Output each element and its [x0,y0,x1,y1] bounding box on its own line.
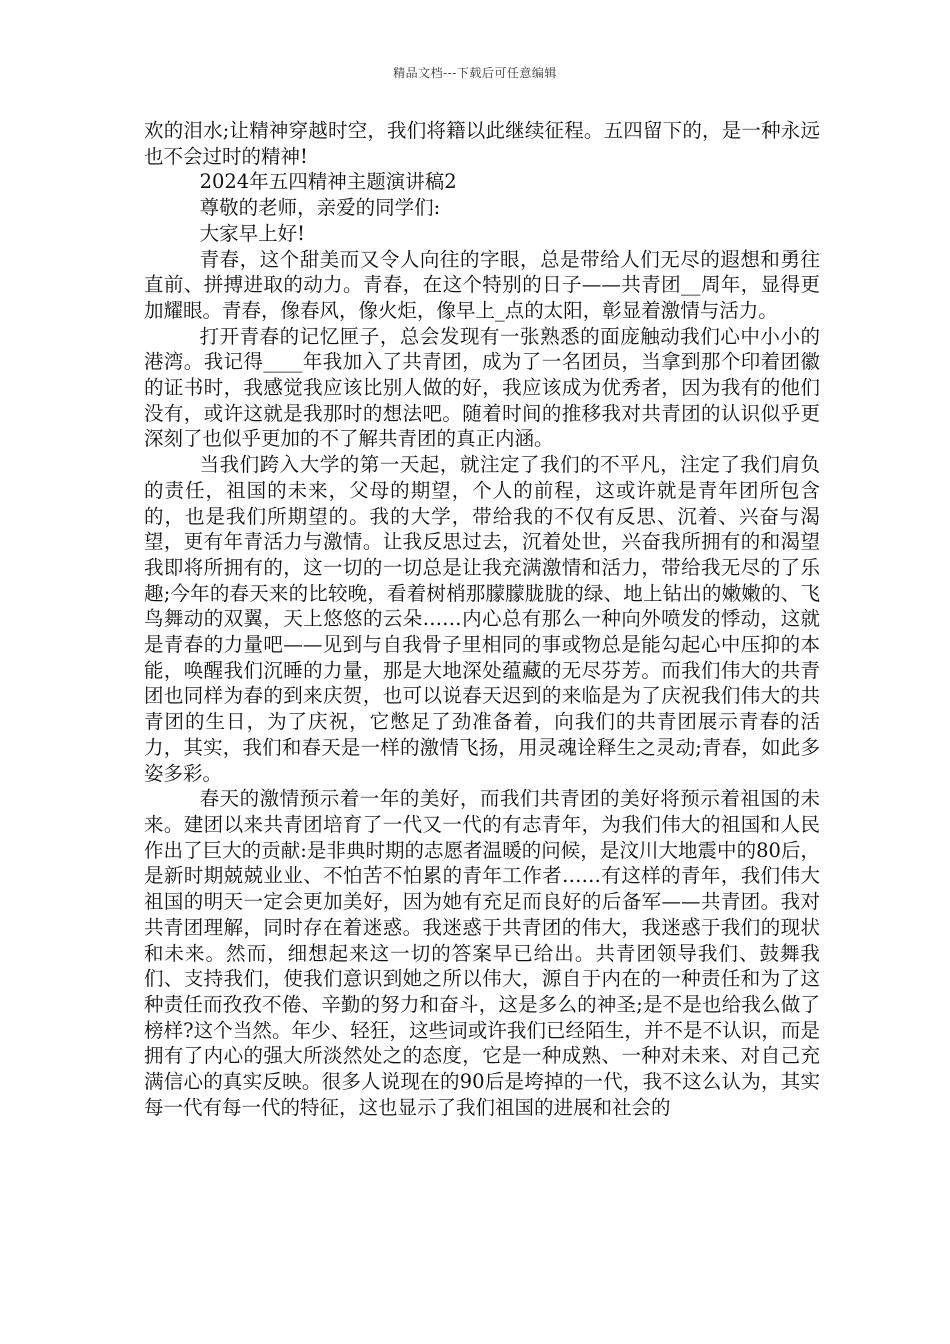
page-header: 精品文档---下载后可任意编辑 [393,66,557,80]
greeting: 大家早上好! [199,221,305,245]
paragraph-continuation: 欢的泪水;让精神穿越时空，我们将籍以此继续征程。五四留下的，是一种永远也不会过时的精神! [144,119,820,168]
paragraph-youth: 青春，这个甜美而又令人向往的字眼，总是带给人们无尽的遐想和勇往直前、拼搏进取的动力。青春，在这个特别的日子——共青团__周年，显得更加耀眼。青春，像春风，像火炬，像早上_点的太阳，彰显着激情与活力。 [144,247,820,322]
paragraph-university: 当我们跨入大学的第一天起，就注定了我们的不平凡，注定了我们肩负的责任，祖国的未来，父母的期望，个人的前程，这或许就是青年团所包含的，也是我们所期望的。我的大学，带给我的不仅有反思、沉着、兴奋与渴望，更有年青活力与激情。让我反思过去，沉着处世，兴奋我所拥有的和渴望我即将所拥有的，这一切的一切总是让我充满激情和活力，带给我无尽的了乐趣;今年的春天来的比较晚，看着树梢那朦朦胧胧的绿、地上钻出的嫩嫩的、飞鸟舞动的双翼，天上悠悠的云朵……内心总有那么一种向外喷发的悸动，这就是青春的力量吧——见到与自我骨子里相同的事或物总是能勾起心中压抑的本能，唤醒我们沉睡的力量，那是大地深处蕴藏的无尽芬芳。而我们伟大的共青团也同样为春的到来庆贺，也可以说春天迟到的来临是为了庆祝我们伟大的共青团的生日，为了庆祝，它憋足了劲准备着，向我们的共青团展示青春的活力，其实，我们和春天是一样的激情飞扬，用灵魂诠释生之灵动;青春，如此多姿多彩。 [144,453,820,785]
salutation: 尊敬的老师，亲爱的同学们: [199,196,441,220]
document-body [144,118,820,1120]
paragraph-spring: 春天的激情预示着一年的美好，而我们共青团的美好将预示着祖国的未来。建团以来共青团培育了一代又一代的有志青年，为我们伟大的祖国和人民作出了巨大的贡献:是非典时期的志愿者温暖的问候，是汶川大地震中的80后，是新时期兢兢业业、不怕苦不怕累的青年工作者……有这样的青年，我们伟大祖国的明天一定会更加美好，因为她有充足而良好的后备军——共青团。我对共青团理解，同时存在着迷惑。我迷惑于共青团的伟大，我迷惑于我们的现状和未来。然而，细想起来这一切的答案早已给出。共青团领导我们、鼓舞我们、支持我们，使我们意识到她之所以伟大，源自于内在的一种责任和为了这种责任而孜孜不倦、辛勤的努力和奋斗，这是多么的神圣;是不是也给我么做了榜样?这个当然。年少、轻狂，这些词或许我们已经陌生，并不是不认识，而是拥有了内心的强大所淡然处之的态度，它是一种成熟、一种对未来、对自己充满信心的真实反映。很多人说现在的90后是垮掉的一代，我不这么认为，其实每一代有每一代的特征，这也显示了我们祖国的进展和社会的 [144,787,820,1119]
speech-title: 2024年五四精神主题演讲稿2 [199,170,457,194]
paragraph-memory: 打开青春的记忆匣子，总会发现有一张熟悉的面庞触动我们心中小小的港湾。我记得____年我加入了共青团，成为了一名团员，当拿到那个印着团徽的证书时，我感觉我应该比别人做的好，我应该成为优秀者，因为我有的他们没有，或许这就是我那时的想法吧。随着时间的推移我对共青团的认识似乎更深刻了也似乎更加的不了解共青团的真正内涵。 [144,324,820,451]
